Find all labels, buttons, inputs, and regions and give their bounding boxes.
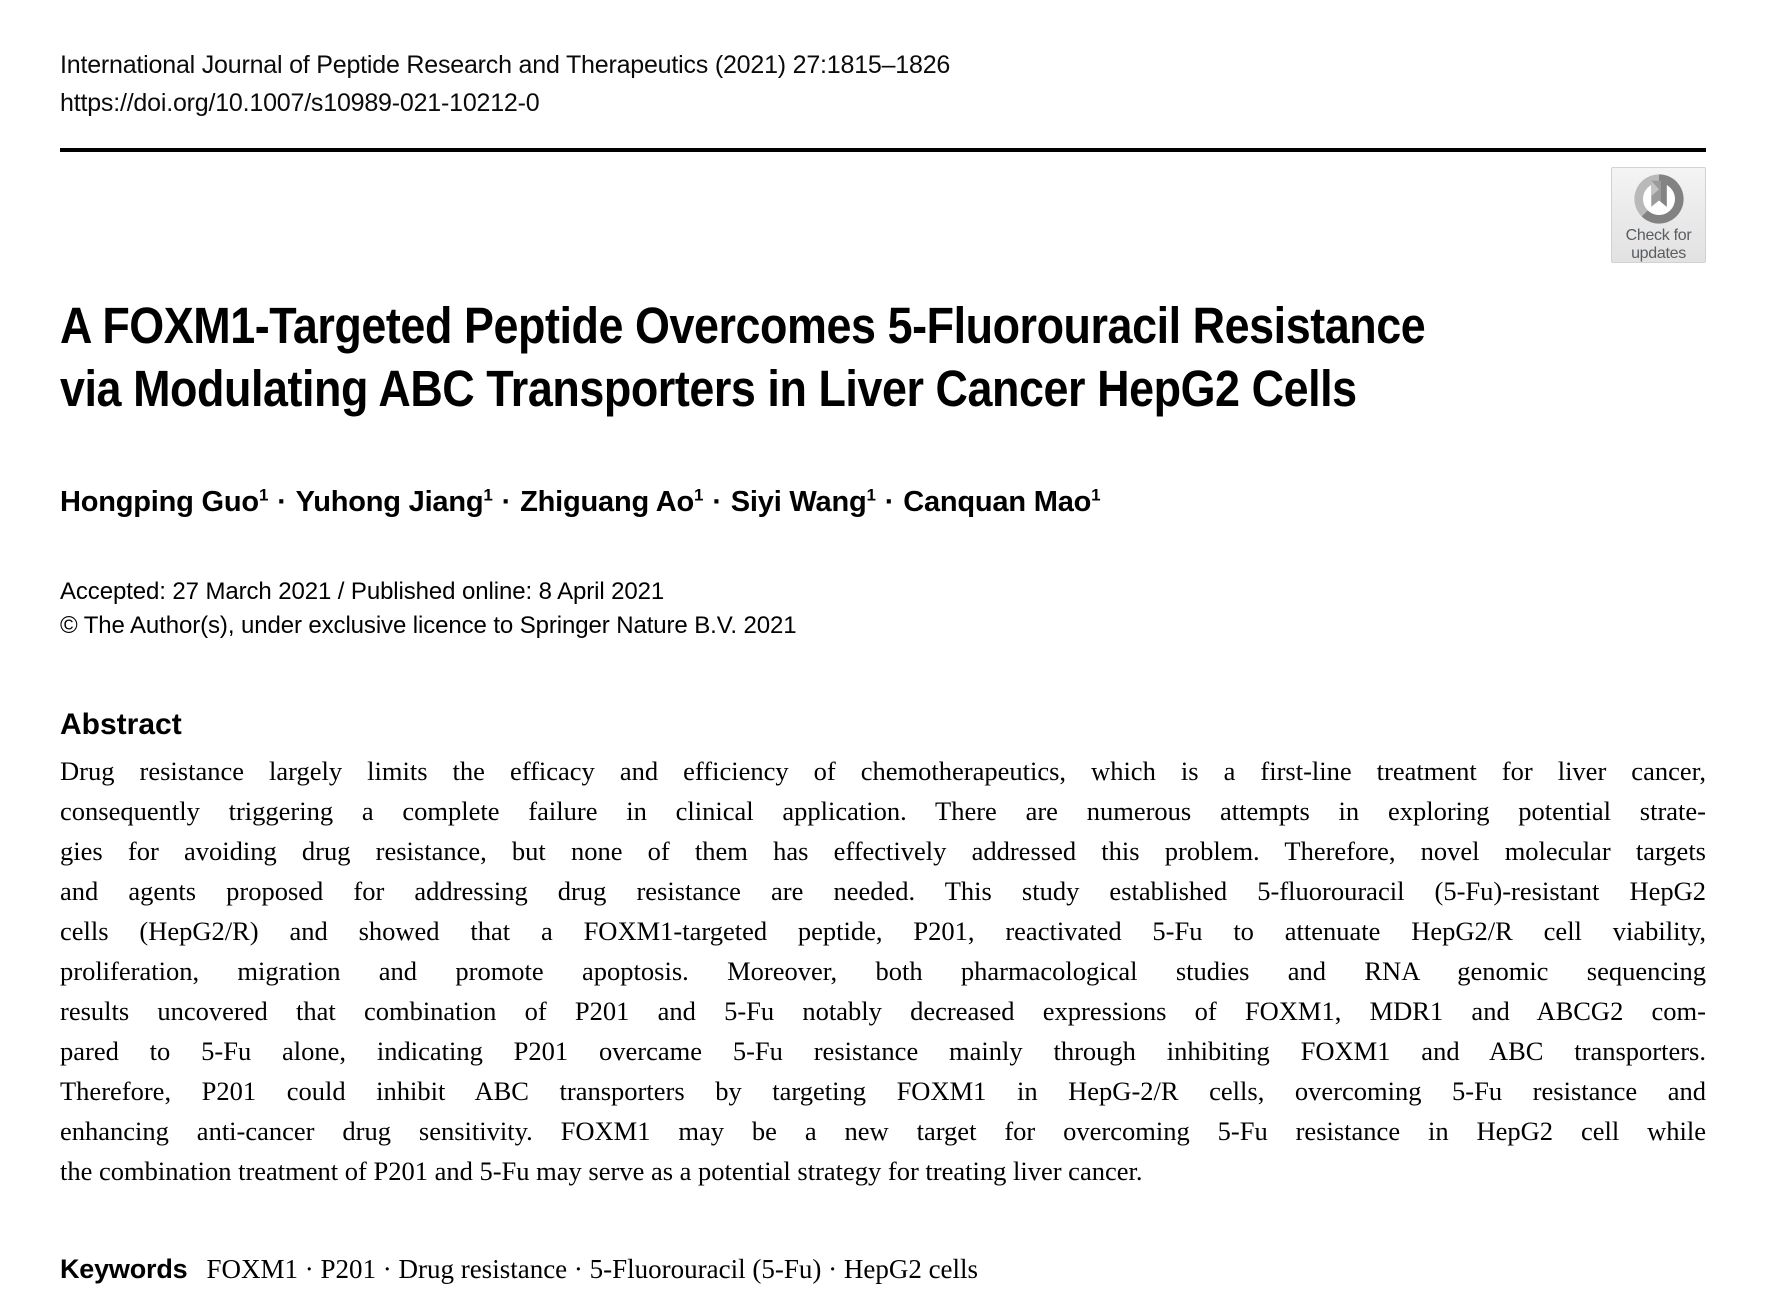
doi-line: https://doi.org/10.1007/s10989-021-10212-0: [60, 89, 540, 117]
abstract-line: results uncovered that combination of P201 and 5-Fu notably decreased expressions of FOXM1, MDR1 and ABCG2 com-: [60, 995, 1706, 1026]
author-separator: ·: [277, 485, 287, 518]
abstract-line: proliferation, migration and promote apoptosis. Moreover, both pharmacological studies and RNA genomic sequencing: [60, 955, 1706, 986]
check-for-updates-label-line2: updates: [1631, 244, 1686, 262]
author-affiliation-sup: 1: [258, 485, 269, 504]
abstract-line: consequently triggering a complete failure in clinical application. There are numerous attempts in exploring potential strate-: [60, 795, 1706, 826]
article-title-line2: via Modulating ABC Transporters in Liver Cancer HepG2 Cells: [60, 360, 1357, 417]
accepted-published-line: Accepted: 27 March 2021 / Published online: 8 April 2021: [60, 577, 665, 605]
keywords-row: [60, 1249, 1706, 1289]
author-affiliation-sup: 1: [694, 485, 704, 504]
journal-title-line: International Journal of Peptide Research and Therapeutics (2021) 27:1815–1826: [60, 51, 951, 79]
abstract-paragraph: [60, 751, 1706, 1191]
journal-header: [60, 0, 1706, 122]
keywords-label: Keywords: [60, 1253, 188, 1284]
abstract-line: enhancing anti-cancer drug sensitivity. FOXM1 may be a new target for overcoming 5-Fu resistance in HepG2 cell while: [60, 1115, 1706, 1146]
author-name: Zhiguang Ao$^1$: [520, 485, 704, 518]
abstract-line: Therefore, P201 could inhibit ABC transporters by targeting FOXM1 in HepG-2/R cells, overcoming 5-Fu resistance and: [60, 1075, 1706, 1106]
author-name: Hongping Guo$^1$: [60, 485, 269, 518]
author-separator: ·: [712, 485, 722, 518]
article-title-line1: A FOXM1-Targeted Peptide Overcomes 5-Fluorouracil Resistance: [60, 297, 1426, 354]
author-separator: ·: [884, 485, 895, 518]
check-for-updates-badge[interactable]: [1611, 167, 1706, 263]
crossmark-icon: [1612, 171, 1705, 227]
authors-line: [60, 478, 1706, 519]
author-name: Yuhong Jiang$^1$: [295, 485, 493, 518]
abstract-line: pared to 5-Fu alone, indicating P201 overcame 5-Fu resistance mainly through inhibiting FOXM1 and ABC transporters.: [60, 1035, 1706, 1066]
abstract-line: cells (HepG2/R) and showed that a FOXM1-targeted peptide, P201, reactivated 5-Fu to attenuate HepG2/R cell viability,: [60, 915, 1706, 946]
abstract-line: the combination treatment of P201 and 5-Fu may serve as a potential strategy for treating liver cancer.: [60, 1155, 1143, 1186]
check-for-updates-label-line1: Check for: [1625, 227, 1692, 244]
author-name: Canquan Mao$^1$: [903, 485, 1101, 518]
header-divider-rule: [60, 148, 1706, 152]
abstract-line: gies for avoiding drug resistance, but none of them has effectively addressed this problem. Therefore, novel molecular targets: [60, 835, 1706, 866]
author-affiliation-sup: 1: [866, 485, 876, 504]
author-name: Siyi Wang$^1$: [730, 485, 876, 518]
author-affiliation-sup: 1: [1091, 485, 1101, 504]
keywords-text: FOXM1 · P201 · Drug resistance · 5-Fluorouracil (5-Fu) · HepG2 cells: [206, 1253, 979, 1284]
author-affiliation-sup: 1: [483, 485, 493, 504]
copyright-line: © The Author(s), under exclusive licence to Springer Nature B.V. 2021: [60, 611, 797, 639]
abstract-heading: Abstract: [60, 707, 182, 741]
paper-page: [60, 0, 1706, 1289]
abstract-line: Drug resistance largely limits the efficacy and efficiency of chemotherapeutics, which is a first-line treatment for liver cancer,: [60, 755, 1706, 786]
article-title: [60, 294, 1508, 420]
author-separator: ·: [501, 485, 512, 518]
article-dates: [60, 575, 1706, 643]
abstract-line: and agents proposed for addressing drug resistance are needed. This study established 5-fluorouracil (5-Fu)-resistant HepG2: [60, 875, 1706, 906]
